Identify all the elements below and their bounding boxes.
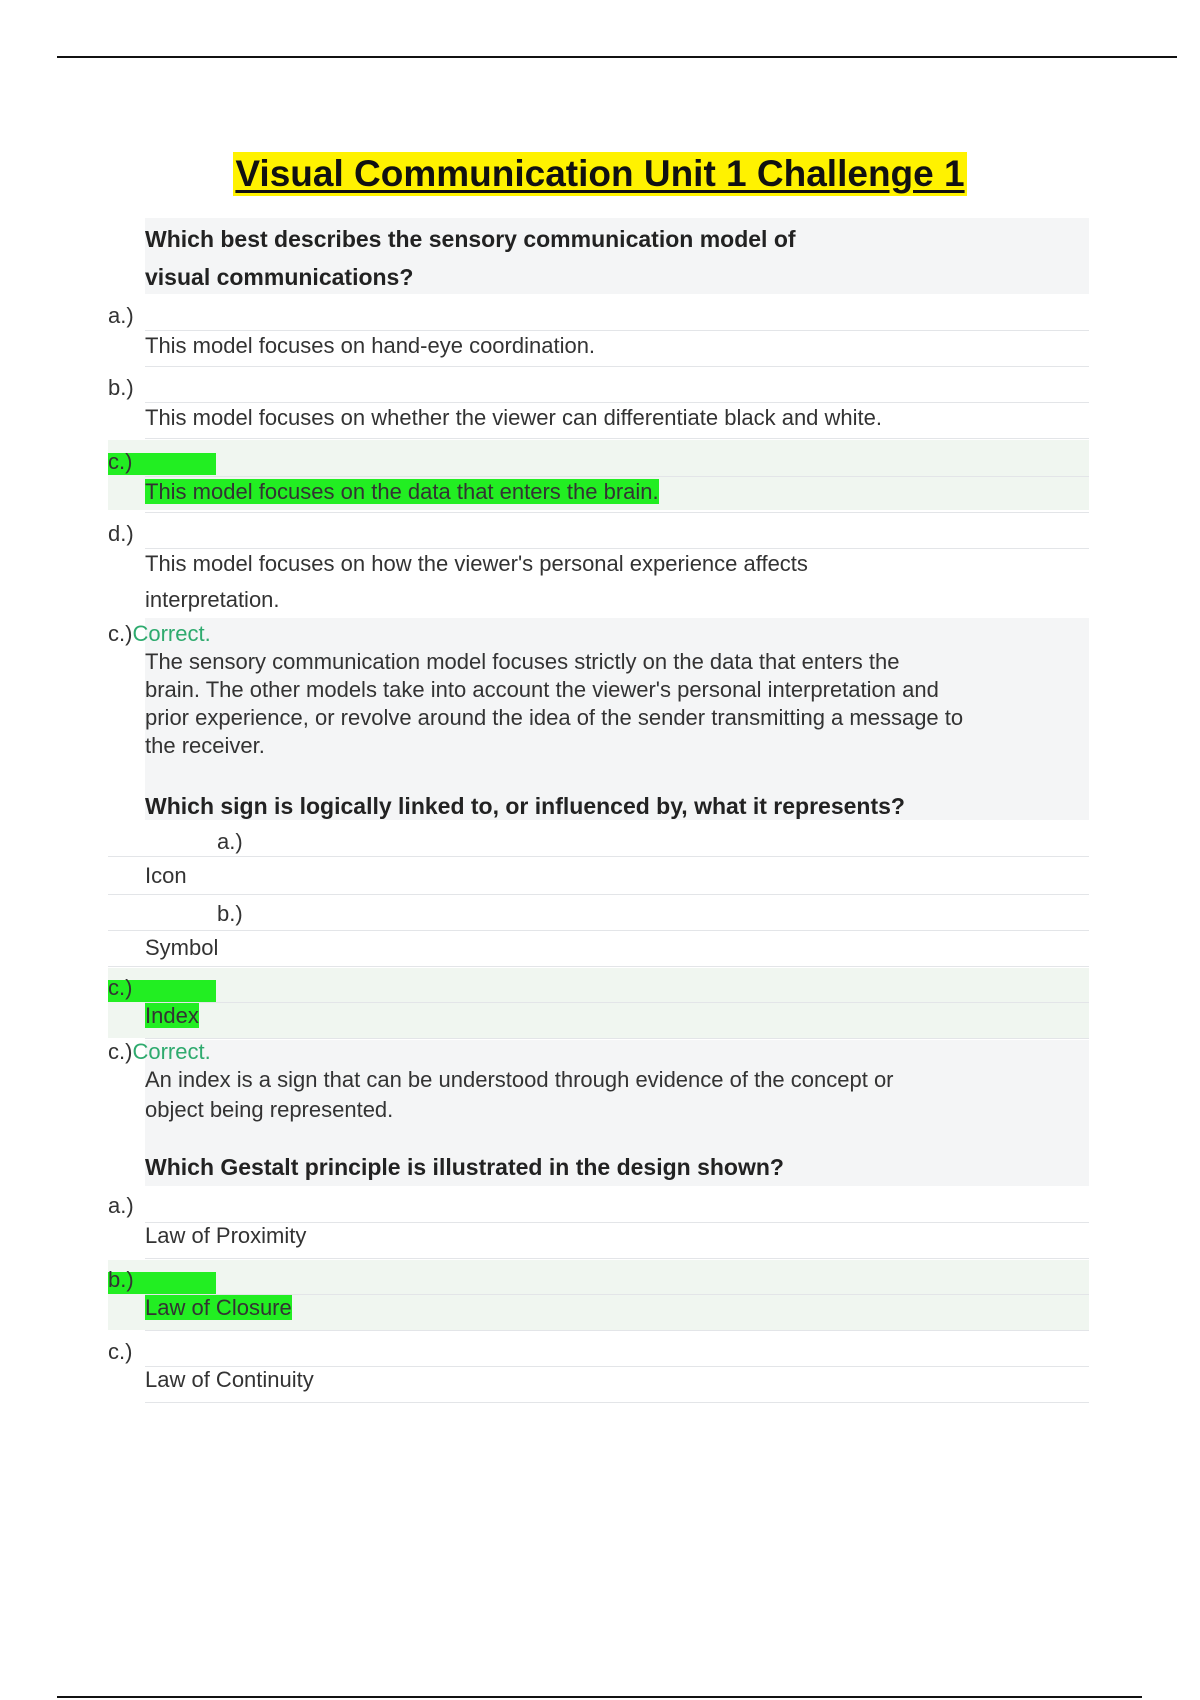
q1-explanation-line3: prior experience, or revolve around the idea of the sender transmitting a message to [145,705,964,730]
q2-option-c-text [145,998,199,1034]
divider [145,1258,1089,1259]
q2-option-b-text: Symbol [145,935,219,960]
q1-option-a-text: This model focuses on hand-eye coordination. [145,333,596,358]
bottom-divider [57,1696,1142,1698]
q2-correct-row-bg [108,968,1089,1038]
q2-option-b-letter: b.) [217,901,243,926]
q3-option-c-text: Law of Continuity [145,1367,314,1392]
question-1-box [145,218,1089,294]
q1-explanation-line1: The sensory communication model focuses strictly on the data that enters the [145,649,900,674]
q2-result [108,1038,211,1066]
q2-explanation [145,1066,1045,1124]
divider [108,856,1089,857]
question-1-text-line1: Which best describes the sensory communication model of [145,226,796,252]
q1-option-c-letter: c.) [108,449,133,474]
question-1-text-line2: visual communications? [145,264,414,290]
divider [145,366,1089,367]
q1-result [108,620,211,648]
q2-option-a-letter: a.) [217,829,243,854]
q1-option-b-text: This model focuses on whether the viewer can differentiate black and white. [145,405,882,430]
q1-option-a-letter: a.) [108,303,134,328]
divider [145,1038,1089,1039]
q1-explanation [145,648,1045,760]
q1-option-d-letter: d.) [108,521,134,546]
divider [145,1402,1089,1403]
divider [145,438,1089,439]
q1-explanation-line2: brain. The other models take into account the viewer's personal interpretation and [145,677,939,702]
divider [108,894,1089,895]
q1-option-c-highlight: This model focuses on the data that enters the brain. [145,479,659,504]
q3-option-b-letter: b.) [108,1267,134,1292]
q1-option-b-letter: b.) [108,375,134,400]
q1-explanation-line4: the receiver. [145,733,265,758]
top-divider [57,56,1177,58]
q2-option-c-highlight: Index [145,1003,199,1028]
page-title: Visual Communication Unit 1 Challenge 1 [235,153,965,194]
title-container [0,152,1200,196]
divider [145,512,1089,513]
divider [145,1002,1089,1003]
q2-explanation-line2: object being represented. [145,1097,394,1122]
q1-correct-label: Correct. [132,621,211,646]
q3-option-c-letter: c.) [108,1339,133,1364]
q1-option-c-text [145,474,659,510]
divider [145,1330,1089,1331]
q2-option-c-letter: c.) [108,975,133,1000]
q1-option-d-text-line1: This model focuses on how the viewer's personal experience affects [145,551,808,576]
question-3-text: Which Gestalt principle is illustrated in the design shown? [145,1154,784,1180]
q2-explanation-line1: An index is a sign that can be understood through evidence of the concept or [145,1067,894,1092]
divider [108,930,1089,931]
question-2-text: Which sign is logically linked to, or influenced by, what it represents? [145,793,905,819]
q2-option-a-text: Icon [145,863,187,888]
q1-option-d-text-line2: interpretation. [145,587,280,612]
q1-result-prefix: c.) [108,621,133,646]
divider [108,966,1089,967]
q2-result-prefix: c.) [108,1039,133,1064]
q3-option-b-highlight: Law of Closure [145,1295,292,1320]
q2-correct-label: Correct. [132,1039,211,1064]
q3-option-b-text [145,1290,292,1326]
q3-option-a-text: Law of Proximity [145,1223,307,1248]
q3-option-a-letter: a.) [108,1193,134,1218]
